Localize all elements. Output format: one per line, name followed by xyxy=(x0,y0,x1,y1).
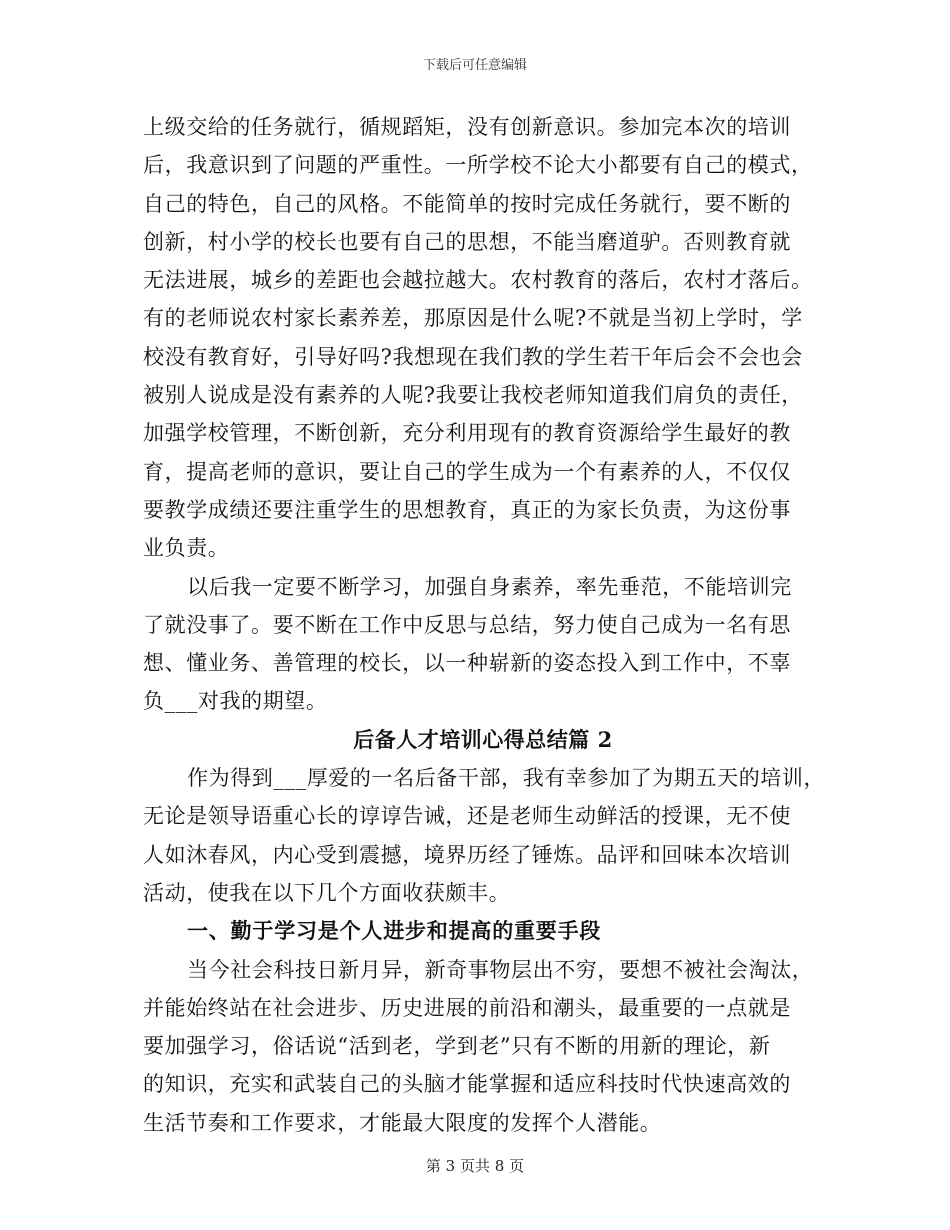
body-line: 负___对我的期望。 xyxy=(143,689,328,714)
body-line: 并能始终站在社会进步、历史进展的前沿和潮头，最重要的一点就是 xyxy=(143,995,791,1020)
paragraph-first-line: 作为得到___厚爱的一名后备干部，我有幸参加了为期五天的培训， xyxy=(187,766,826,791)
body-line: 被别人说成是没有素养的人呢?我要让我校老师知道我们肩负的责任， xyxy=(143,383,803,408)
body-line: 有的老师说农村家长素养差，那原因是什么呢?不就是当初上学时，学 xyxy=(143,306,803,331)
document-body xyxy=(143,108,826,1142)
page-header: 下载后可任意编辑 xyxy=(422,58,527,73)
body-line: 想、懂业务、善管理的校长，以一种崭新的姿态投入到工作中，不辜 xyxy=(143,651,791,676)
body-line: 活动，使我在以下几个方面收获颇丰。 xyxy=(143,880,511,905)
body-line: 加强学校管理，不断创新，充分利用现有的教育资源给学生最好的教 xyxy=(143,421,791,446)
body-line: 要教学成绩还要注重学生的思想教育，真正的为家长负责，为这份事 xyxy=(143,497,791,522)
paragraph-first-line: 当今社会科技日新月异，新奇事物层出不穷，要想不被社会淘汰， xyxy=(187,957,814,982)
body-line: 创新，村小学的校长也要有自己的思想，不能当磨道驴。否则教育就 xyxy=(143,229,791,254)
body-line: 无法进展，城乡的差距也会越拉越大。农村教育的落后，农村才落后。 xyxy=(143,268,813,293)
paragraph-first-line: 以后我一定要不断学习，加强自身素养，率先垂范，不能培训完 xyxy=(187,574,792,599)
body-line: 生活节奏和工作要求，才能最大限度的发挥个人潜能。 xyxy=(143,1110,662,1135)
body-line: 育，提高老师的意识，要让自己的学生成为一个有素养的人，不仅仅 xyxy=(143,459,791,484)
body-line: 自己的特色，自己的风格。不能简单的按时完成任务就行，要不断的 xyxy=(143,191,791,216)
body-line: 上级交给的任务就行，循规蹈矩，没有创新意识。参加完本次的培训 xyxy=(143,115,791,139)
body-line: 的知识，充实和武装自己的头脑才能掌握和适应科技时代快速高效的 xyxy=(143,1072,791,1097)
body-line: 后，我意识到了问题的严重性。一所学校不论大小都要有自己的模式， xyxy=(143,153,813,178)
body-line: 校没有教育好，引导好吗?我想现在我们教的学生若干年后会不会也会 xyxy=(143,344,803,369)
body-line: 了就没事了。要不断在工作中反思与总结，努力使自己成为一名有思 xyxy=(143,612,791,637)
page-footer: 第 3 页共 8 页 xyxy=(425,1157,525,1175)
body-line: 人如沐春风，内心受到震撼，境界历经了锤炼。品评和回味本次培训 xyxy=(143,842,791,867)
subsection-heading: 一、勤于学习是个人进步和提高的重要手段 xyxy=(187,918,602,944)
body-line: 业负责。 xyxy=(143,536,230,561)
body-line: 要加强学习，俗话说“活到老，学到老”只有不断的用新的理论，新 xyxy=(143,1034,771,1059)
body-line: 无论是领导语重心长的谆谆告诫，还是老师生动鲜活的授课，无不使 xyxy=(143,804,791,829)
section-title: 后备人才培训心得总结篇 2 xyxy=(353,726,613,752)
